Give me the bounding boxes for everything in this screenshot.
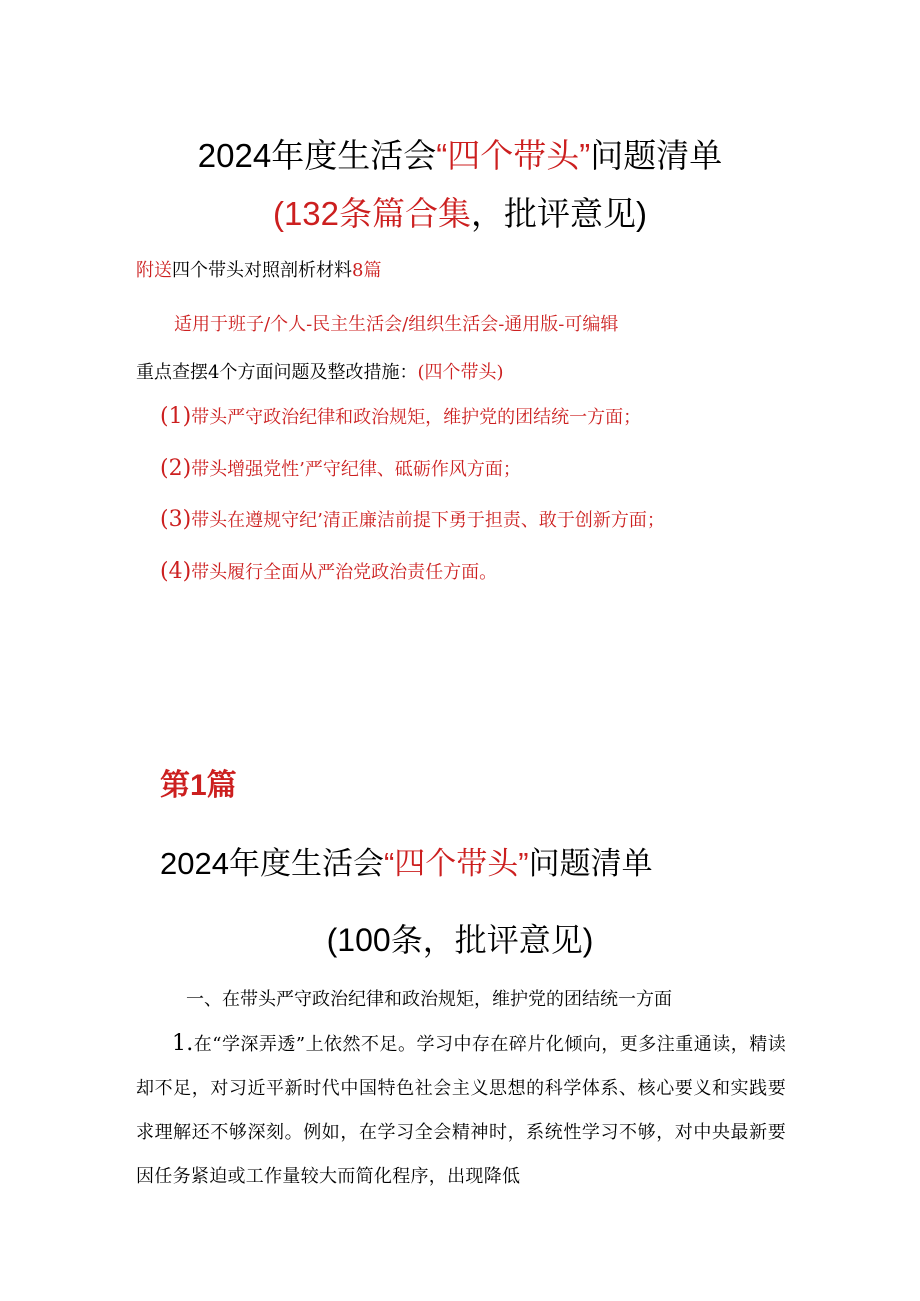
- chapter-heading: 第1篇: [160, 769, 237, 802]
- point-text: 带头严守政治纪律和政治规矩，维护党的团结统一方面；: [191, 407, 642, 428]
- focus-intro-tag: (四个带头): [417, 362, 504, 383]
- chapter-title: [160, 838, 653, 883]
- point-number: (3): [160, 507, 192, 532]
- point-text: 带头履行全面从严治党政治责任方面。: [191, 562, 498, 583]
- applicable-note: 适用于班子/个人-民主生活会/组织生活会-通用版-可编辑: [174, 314, 619, 335]
- focus-intro: [136, 358, 504, 384]
- section-heading: 一、在带头严守政治纪律和政治规矩，维护党的团结统一方面: [186, 989, 672, 1010]
- focus-intro-text: 重点查摆4个方面问题及整改措施：: [136, 362, 418, 383]
- chapter-title-highlight: “四个带头”: [383, 846, 529, 881]
- point-text: 带头增强党性’严守纪律、砥砺作风方面；: [191, 459, 521, 480]
- attachment-note: [136, 256, 381, 282]
- document-title: [0, 130, 920, 177]
- chapter-subtitle: (100条，批评意见): [326, 922, 594, 958]
- title-suffix: 问题清单: [590, 137, 723, 174]
- body-paragraph: [136, 1022, 786, 1199]
- focus-point-1: [160, 403, 641, 429]
- attachment-prefix: 附送: [136, 260, 172, 281]
- document-subtitle: [0, 188, 920, 235]
- attachment-mid: 四个带头对照剖析材料: [172, 260, 352, 281]
- focus-point-3: [160, 506, 665, 532]
- attachment-count: 8篇: [352, 260, 382, 281]
- paragraph-number: 1.: [172, 1031, 194, 1056]
- title-prefix: 2024年度生活会: [197, 137, 437, 174]
- focus-point-4: [160, 558, 497, 584]
- chapter-title-prefix: 2024年度生活会: [160, 846, 384, 881]
- subtitle-rest: ，批评意见): [471, 195, 648, 232]
- point-number: (1): [160, 404, 192, 429]
- subtitle-highlight: (132条篇合集: [272, 195, 472, 232]
- focus-point-2: [160, 455, 521, 481]
- paragraph-text: 在“学深弄透”上依然不足。学习中存在碎片化倾向，更多注重通读，精读却不足，对习近平新时代中国特色社会主义思想的科学体系、核心要义和实践要求理解还不够深刻。例如，在学习全会精神时，系统性学习不够，对中央最新要因任务紧迫或工作量较大而简化程序，出现降低: [136, 1034, 786, 1187]
- chapter-title-suffix: 问题清单: [528, 846, 653, 881]
- title-highlight: “四个带头”: [436, 137, 591, 174]
- point-text: 带头在遵规守纪’清正廉洁前提下勇于担责、敢于创新方面；: [191, 510, 665, 531]
- point-number: (4): [160, 559, 192, 584]
- point-number: (2): [160, 456, 192, 481]
